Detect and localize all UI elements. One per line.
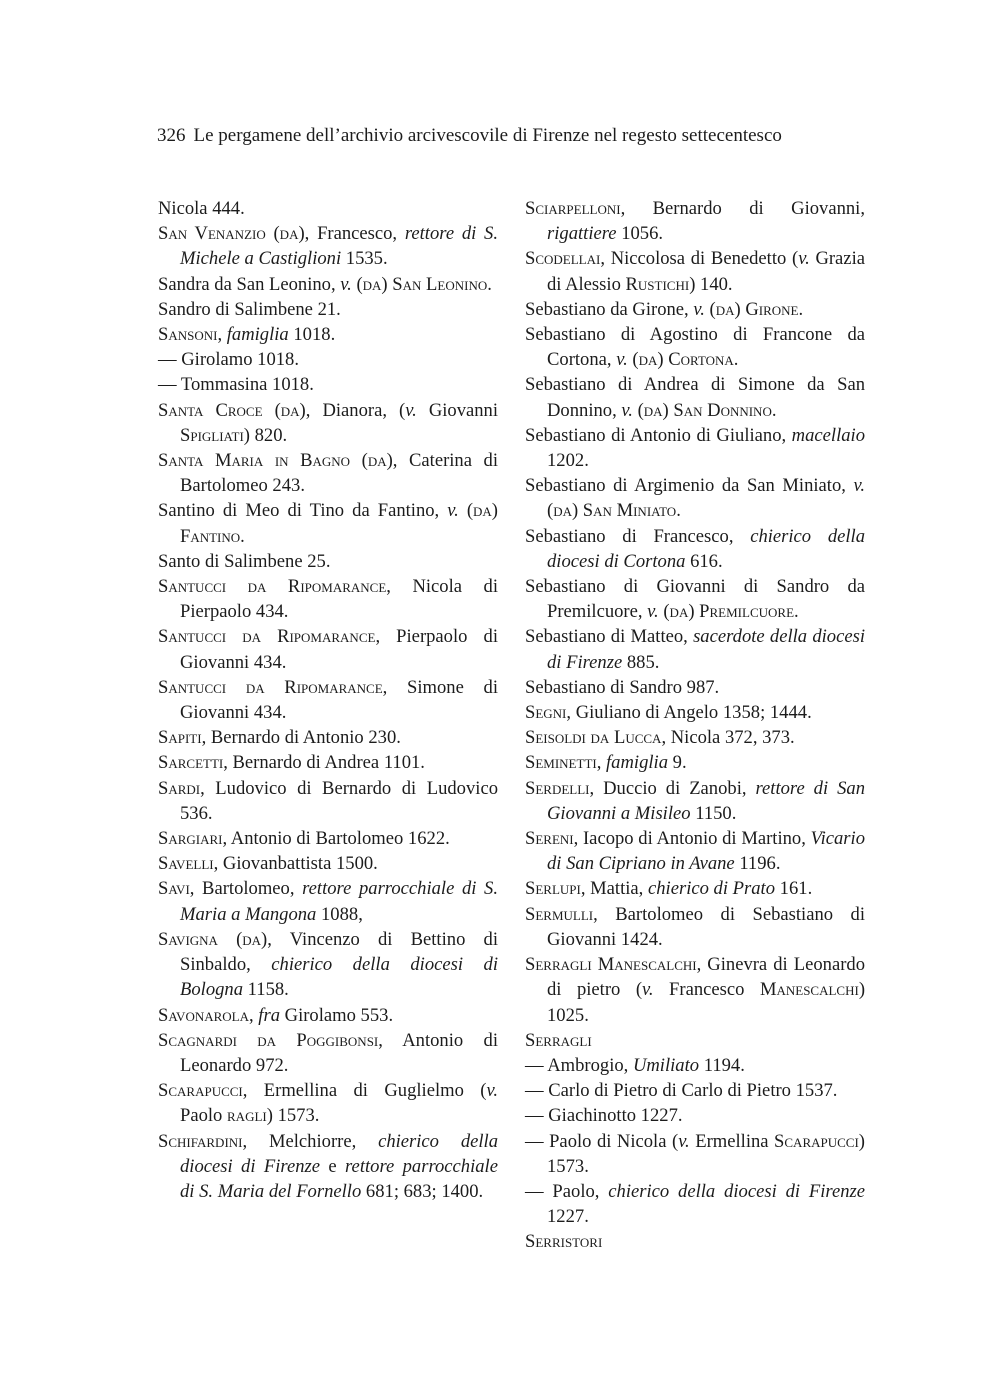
entry-italic: rettore parrocchiale di S. Maria a Mangona <box>180 878 498 925</box>
entry-italic: rettore di S. Michele a Castiglioni <box>180 223 498 270</box>
entry-text: 1018. <box>288 324 336 346</box>
entry-text: , Giuliano di Angelo 1358; 1444. <box>566 702 812 724</box>
index-entry <box>158 826 498 851</box>
entry-surname: Manescalchi <box>759 979 859 1001</box>
index-entry <box>158 927 498 1003</box>
entry-text: Giovanni <box>416 399 499 421</box>
entry-italic: v. <box>798 248 810 270</box>
index-entry <box>158 549 498 574</box>
entry-surname: Serristori <box>525 1231 603 1253</box>
index-entry <box>525 1028 865 1053</box>
entry-surname: Seminetti <box>525 752 597 774</box>
entry-text: 616. <box>685 550 723 572</box>
index-entry <box>158 725 498 750</box>
entry-text: Santino di Meo di Tino da Fantino, <box>158 500 448 522</box>
entry-italic: Vicario di San Cipriano in Avane <box>547 828 865 875</box>
index-entry <box>525 776 865 826</box>
entry-text: Sebastiano di Agostino di Francone da Cortona, <box>525 324 865 371</box>
entry-text: , Giovanbattista 1500. <box>213 853 378 875</box>
entry-surname: Sargiari <box>158 828 223 850</box>
entry-text: Sebastiano di Sandro 987. <box>525 676 720 698</box>
entry-surname: Sermulli <box>525 903 594 925</box>
entry-text: 9. <box>668 752 687 774</box>
index-entry <box>525 750 865 775</box>
index-entry <box>158 776 498 826</box>
entry-text: , Niccolosa di Benedetto ( <box>600 248 799 270</box>
entry-text: ) 140. <box>689 273 733 295</box>
entry-italic: v. <box>853 475 865 497</box>
entry-italic: chierico di Prato <box>647 878 776 900</box>
entry-surname: Santa Maria in Bagno (da) <box>158 450 393 472</box>
entry-italic: v. <box>642 979 654 1001</box>
entry-text: — Paolo di Nicola ( <box>525 1130 679 1152</box>
entry-italic: v. <box>340 273 352 295</box>
entry-italic: rettore parrocchiale di S. Maria del Fornello <box>180 1155 498 1202</box>
entry-italic: v. <box>447 500 459 522</box>
entry-surname: Rustichi <box>625 273 690 295</box>
entry-text: Girolamo 553. <box>280 1004 394 1026</box>
index-column-left <box>158 196 498 1204</box>
entry-text: 1088, <box>316 903 363 925</box>
entry-text: , Duccio di Zanobi, <box>589 777 756 799</box>
entry-text: Sebastiano di Francesco, <box>525 525 751 547</box>
entry-italic: v. <box>693 298 705 320</box>
entry-text: , Antonio di Bartolomeo 1622. <box>222 828 450 850</box>
entry-text: Sandro di Salimbene 21. <box>158 298 341 320</box>
entry-surname: Savigna (da) <box>158 928 268 950</box>
entry-text: , Iacopo di Antonio di Martino, <box>573 828 811 850</box>
entry-text: — Tommasina 1018. <box>158 374 314 396</box>
entry-text: , Bernardo di Andrea 1101. <box>223 752 425 774</box>
entry-surname: Sereni <box>525 828 574 850</box>
entry-surname: Sciarpelloni <box>525 198 621 219</box>
entry-text: 1196. <box>734 853 781 875</box>
entry-text: , Vincenzo di Bettino di Sinbaldo, <box>180 928 498 976</box>
index-entry <box>158 297 498 322</box>
index-entry <box>158 196 498 221</box>
entry-text: , Nicola 372, 373. <box>661 727 795 749</box>
entry-text: ) 1025. <box>547 979 866 1026</box>
index-entry <box>158 448 498 498</box>
entry-text: Sebastiano da Girone, <box>525 298 694 320</box>
entry-text: Paolo <box>180 1105 228 1127</box>
entry-text: 1535. <box>341 248 388 270</box>
entry-surname: Spigliati <box>180 424 244 446</box>
entry-surname: Savonarola <box>158 1004 249 1026</box>
index-entry <box>525 1053 865 1078</box>
entry-text: ) 1573. <box>547 1130 865 1177</box>
entry-text: , Francesco, <box>304 223 405 245</box>
index-entry <box>158 851 498 876</box>
entry-text: , Mattia, <box>580 878 648 900</box>
entry-surname: Santa Croce (da) <box>158 399 306 421</box>
index-entry <box>525 1078 865 1103</box>
entry-text: , <box>596 752 607 774</box>
entry-italic: v. <box>647 601 659 623</box>
index-entry <box>525 297 865 322</box>
entry-italic: famiglia <box>606 752 668 774</box>
entry-surname: Scarapucci <box>774 1130 859 1152</box>
entry-text: — Giachinotto 1227. <box>525 1105 683 1127</box>
entry-text: , Ludovico di Bernardo di Ludovico 536. <box>180 777 498 824</box>
entry-text: Sandra da San Leonino, <box>158 273 341 295</box>
index-entry <box>158 750 498 775</box>
entry-italic: rettore di San Giovanni a Misileo <box>547 777 865 824</box>
entry-text: Grazia di Alessio <box>547 248 865 295</box>
entry-surname: Santucci da Ripomarance <box>158 676 383 698</box>
entry-text: 885. <box>622 651 660 673</box>
entry-surname: Serlupi <box>525 878 581 900</box>
entry-text: Francesco <box>653 979 760 1001</box>
entry-text: , <box>217 324 227 346</box>
entry-text: . <box>733 349 739 371</box>
entry-italic: chierico della diocesi di Firenze <box>180 1130 498 1177</box>
index-entry <box>525 1179 865 1229</box>
index-entry <box>525 1229 865 1254</box>
index-entry <box>525 624 865 674</box>
entry-text: Nicola 444. <box>158 198 245 219</box>
entry-text: — Carlo di Pietro di Carlo di Pietro 1537. <box>525 1080 838 1102</box>
entry-text: , Ermellina di Guglielmo ( <box>242 1080 487 1102</box>
entry-italic: v. <box>486 1080 498 1102</box>
entry-text: Sebastiano di Matteo, <box>525 626 694 648</box>
entry-text: , Bernardo di Antonio 230. <box>201 727 401 749</box>
index-entry <box>158 574 498 624</box>
index-entry <box>525 372 865 422</box>
index-entry <box>525 322 865 372</box>
index-entry <box>525 473 865 523</box>
entry-text: , Ginevra di Leonardo di pietro ( <box>547 954 865 1001</box>
entry-text: 1227. <box>547 1206 589 1228</box>
entry-text: Santo di Salimbene 25. <box>158 550 331 572</box>
index-entry <box>158 1129 498 1205</box>
page-number: 326 <box>157 125 186 146</box>
entry-surname: (da) Cortona <box>632 349 734 371</box>
index-column-right <box>525 196 865 1255</box>
index-entry <box>525 902 865 952</box>
entry-text: . <box>240 525 245 547</box>
entry-text: , Bartolomeo di Sebastiano di Giovanni 1424. <box>547 903 865 950</box>
index-entry <box>158 876 498 926</box>
entry-italic: v. <box>616 349 628 371</box>
entry-text: Sebastiano di Antonio di Giuliano, <box>525 424 792 446</box>
index-entry <box>525 826 865 876</box>
entry-text: 1158. <box>243 979 289 1001</box>
entry-surname: Serragli Manescalchi <box>525 954 697 976</box>
entry-surname: Scagnardi da Poggibonsi <box>158 1029 379 1051</box>
entry-text: , Bartolomeo, <box>189 878 303 900</box>
entry-text: , Dianora, ( <box>305 399 406 421</box>
index-entry <box>525 952 865 1028</box>
index-entry <box>158 498 498 548</box>
index-entry <box>525 700 865 725</box>
entry-surname: Serragli <box>525 1029 592 1051</box>
index-entry <box>525 876 865 901</box>
entry-italic: macellaio <box>791 424 865 446</box>
entry-surname: Scodellai <box>525 248 601 270</box>
entry-text: 1150. <box>690 802 737 824</box>
index-entry <box>525 675 865 700</box>
entry-italic: sacerdote della diocesi di Firenze <box>547 626 865 673</box>
index-entry <box>158 1028 498 1078</box>
index-entry <box>158 675 498 725</box>
entry-text: ) 1573. <box>266 1105 320 1127</box>
entry-surname: Schifardini <box>158 1130 243 1152</box>
entry-surname: Segni <box>525 702 567 724</box>
entry-text: ) 820. <box>243 424 288 446</box>
entry-surname: (da) San Donnino <box>637 399 772 421</box>
entry-surname: Seisoldi da Lucca <box>525 727 662 749</box>
entry-surname: Savelli <box>158 853 214 875</box>
entry-text: . <box>771 399 777 421</box>
entry-text: e <box>320 1155 346 1177</box>
index-entry <box>525 1129 865 1179</box>
index-entry <box>525 574 865 624</box>
entry-italic: rigattiere <box>547 223 617 245</box>
entry-italic: v. <box>621 399 633 421</box>
entry-text: Ermellina <box>689 1130 775 1152</box>
index-entry <box>158 372 498 397</box>
entry-surname: Sapiti <box>158 727 202 749</box>
entry-text: Sebastiano di Giovanni di Sandro da Premilcuore, <box>525 576 865 623</box>
entry-text: , Pierpaolo di Giovanni 434. <box>180 626 498 673</box>
entry-surname: (da) San Leonino <box>356 273 488 295</box>
entry-surname: (da) Fantino <box>180 500 498 547</box>
index-entry <box>158 347 498 372</box>
entry-italic: Umiliato <box>632 1054 700 1076</box>
index-entry <box>158 1078 498 1128</box>
index-entry <box>158 322 498 347</box>
entry-text: , Nicola di Pierpaolo 434. <box>180 576 498 623</box>
entry-text: — Ambrogio, <box>525 1054 633 1076</box>
entry-text: 161. <box>775 878 813 900</box>
index-entry <box>158 272 498 297</box>
entry-surname: Santucci da Ripomarance <box>158 576 387 598</box>
entry-surname: Scarapucci <box>158 1080 243 1102</box>
entry-text: . <box>794 601 799 623</box>
entry-surname: Sansoni <box>158 324 218 346</box>
index-entry <box>525 196 865 246</box>
entry-text: Sebastiano di Andrea di Simone da San Donnino, <box>525 374 865 421</box>
entry-text: Sebastiano di Argimenio da San Miniato, <box>525 475 854 497</box>
index-entry <box>525 725 865 750</box>
index-entry <box>158 221 498 271</box>
entry-text: 681; 683; 1400. <box>361 1180 484 1202</box>
index-entry <box>525 246 865 296</box>
entry-text: , Antonio di Leonardo 972. <box>180 1029 498 1076</box>
index-entry <box>525 1103 865 1128</box>
entry-text: , Melchiorre, <box>242 1130 379 1152</box>
entry-italic: v. <box>678 1130 690 1152</box>
entry-surname: ragli <box>227 1105 267 1127</box>
entry-italic: famiglia <box>226 324 289 346</box>
entry-text: , Caterina di Bartolomeo 243. <box>180 450 499 497</box>
entry-text: — Girolamo 1018. <box>158 349 299 371</box>
index-entry <box>525 524 865 574</box>
index-entry <box>158 624 498 674</box>
entry-text: , <box>249 1004 259 1026</box>
entry-surname: (da) Premilcuore <box>663 601 795 623</box>
entry-surname: Sarcetti <box>158 752 224 774</box>
entry-text: . <box>676 500 681 522</box>
index-entry <box>525 423 865 473</box>
entry-surname: Santucci da Ripomarance <box>158 626 376 648</box>
entry-text: — Paolo, <box>525 1180 609 1202</box>
entry-text: 1056. <box>616 223 664 245</box>
running-title: Le pergamene dell’archivio arcivescovile di Firenze nel regesto settecentesco <box>193 125 782 146</box>
entry-surname: Savi <box>158 878 190 900</box>
entry-text: . <box>487 273 492 295</box>
entry-italic: v. <box>405 399 417 421</box>
index-entry <box>158 1003 498 1028</box>
entry-text <box>459 500 467 521</box>
entry-italic: chierico della diocesi di Cortona <box>547 525 865 572</box>
entry-surname: Serdelli <box>525 777 590 799</box>
entry-italic: chierico della diocesi di Bologna <box>180 954 498 1001</box>
entry-surname: Sardi <box>158 777 201 799</box>
entry-surname: (da) San Miniato <box>547 500 677 522</box>
running-head <box>157 123 877 149</box>
entry-italic: chierico della diocesi di Firenze <box>608 1180 865 1202</box>
entry-surname: San Venanzio (da) <box>158 223 305 245</box>
entry-text: . <box>798 298 804 320</box>
entry-surname: (da) Girone <box>709 298 799 320</box>
entry-italic: fra <box>258 1004 280 1026</box>
entry-text: 1202. <box>547 450 589 472</box>
entry-text: , Bernardo di Giovanni, <box>620 198 865 219</box>
entry-text: 1194. <box>699 1054 745 1076</box>
entry-text: , Simone di Giovanni 434. <box>180 676 498 724</box>
index-entry <box>158 398 498 448</box>
